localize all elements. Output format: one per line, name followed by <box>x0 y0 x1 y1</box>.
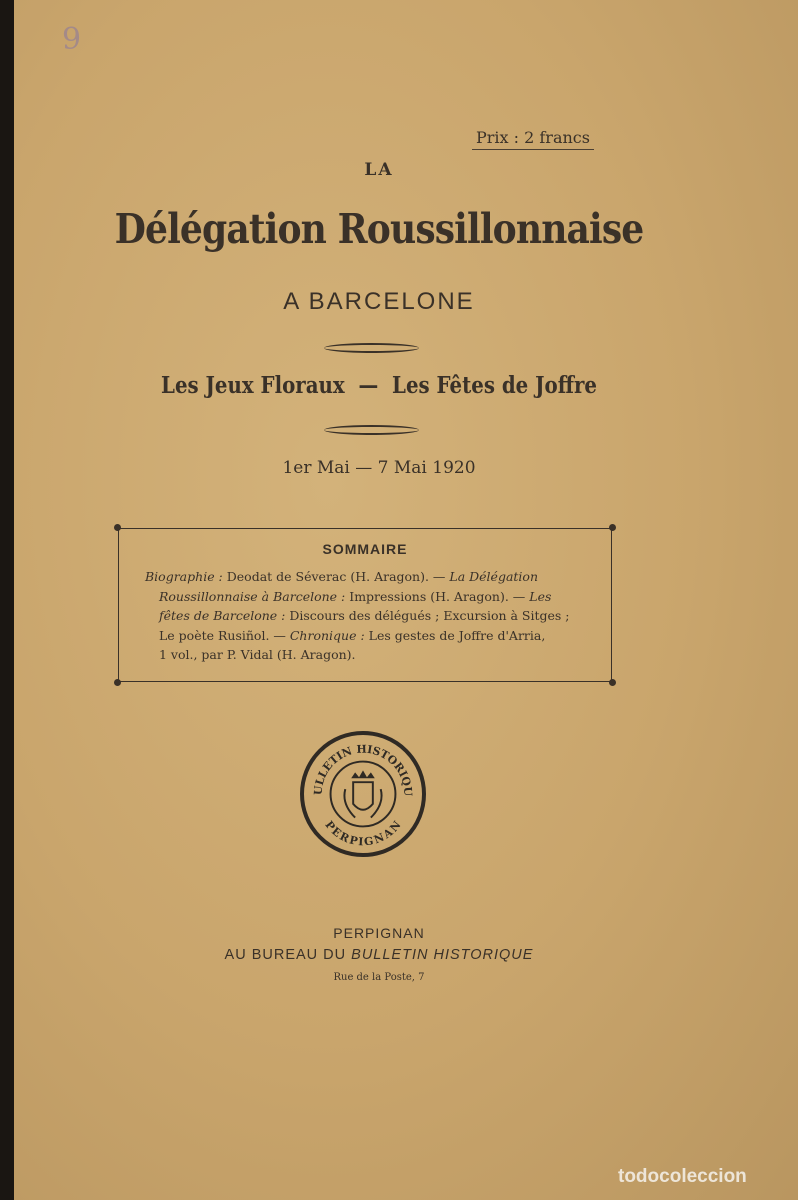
sommaire-text: Biographie : Deodat de Séverac (H. Aragon). — La Délégation Roussillonnaise à Barcelone : Impressions (H. Aragon). — Les fêtes de Barcelone : Discours des délégués ; Excursion à Sitges ; Le poète Rusiñol. — Chronique : Les gestes de Joffre d'Arria, 1 vol., par P. Vidal (H. Aragon). <box>145 569 570 662</box>
publisher-city: PERPIGNAN <box>333 925 425 941</box>
ornament-divider <box>324 425 419 435</box>
watermark: todocoleccion <box>618 1166 747 1187</box>
title-article: LA <box>364 160 394 180</box>
main-title: Délégation Roussillonnaise <box>114 205 644 253</box>
publisher-address: Rue de la Poste, 7 <box>333 972 425 983</box>
event-right: Les Fêtes de Joffre <box>392 372 597 399</box>
document-cover <box>14 0 798 1200</box>
sommaire-heading: SOMMAIRE <box>322 541 408 557</box>
price-label: Prix : 2 francs <box>472 128 594 150</box>
event-dash: — <box>358 372 379 399</box>
events-line <box>65 372 693 399</box>
svg-text:BULLETIN HISTORIQUE: ULLETIN HISTORIQU <box>311 742 415 797</box>
date-range: 1er Mai — 7 Mai 1920 <box>282 458 476 478</box>
handwritten-number: 9 <box>62 22 82 57</box>
bulletin-historique-seal <box>300 731 426 857</box>
publisher-bureau: AU BUREAU DU BULLETIN HISTORIQUE <box>224 947 534 963</box>
svg-text:PERPIGNAN: PERPIGNAN <box>322 818 404 849</box>
subtitle: A BARCELONE <box>283 288 475 315</box>
ornament-divider <box>324 343 419 353</box>
event-left: Les Jeux Floraux <box>161 372 345 399</box>
sommaire-box <box>118 528 612 682</box>
